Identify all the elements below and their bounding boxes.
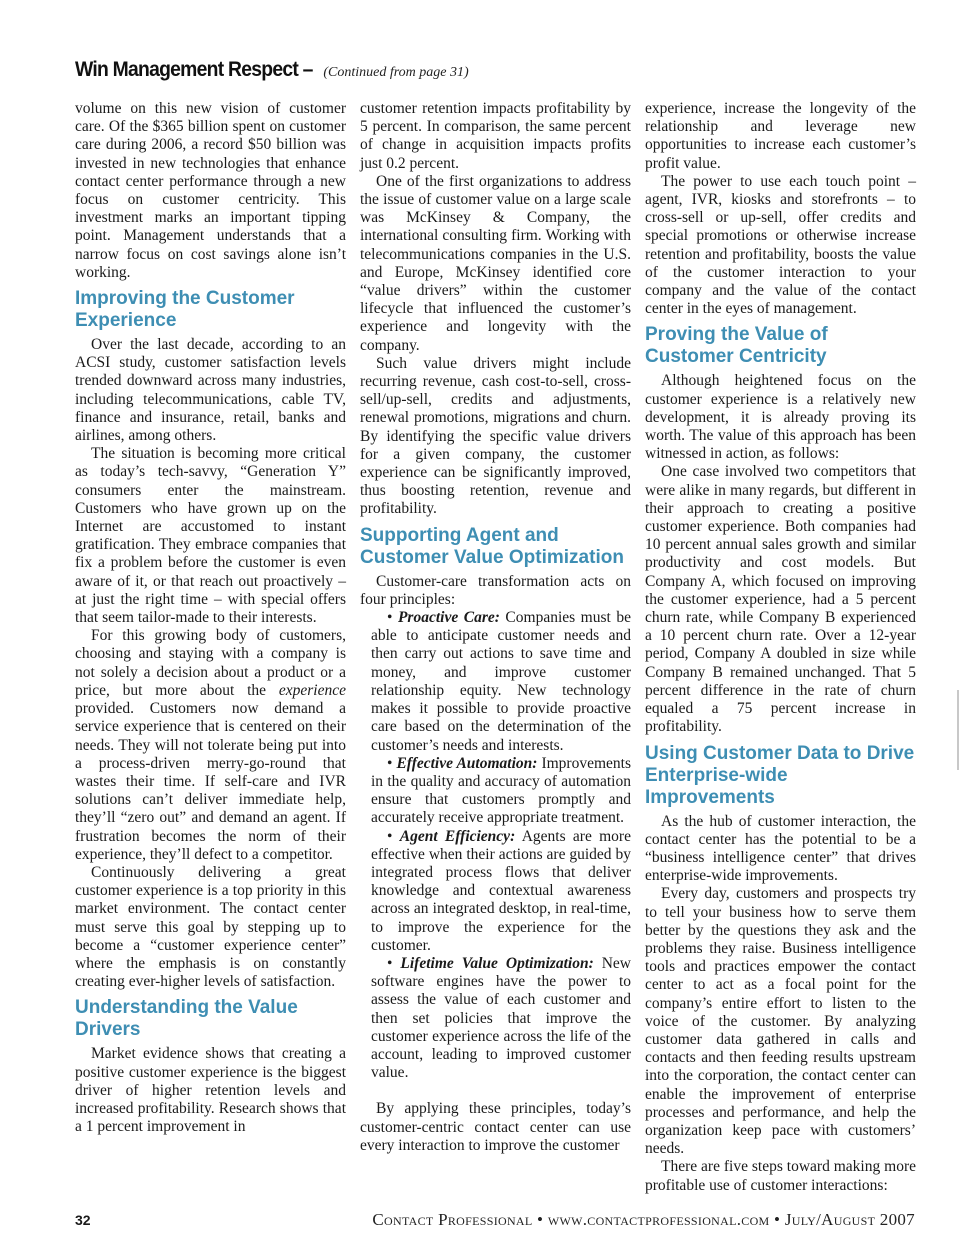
page-edge-divider (957, 690, 959, 770)
paragraph: The situation is becoming more critical as today’s tech-savvy, “Generation Y” consumers enter the mainstream. Customers who have grown up on the Internet are accustomed to instant gratification. They embrace companies that fix a problem before the customer is even aware of it, or that reach out proactively – at just the right time – with special offers that seem tailor-made to their interests. (75, 445, 346, 627)
paragraph: As the hub of customer interaction, the contact center has the potential to be a “business intelligence center” that drives enterprise-wide improvements. (645, 812, 916, 885)
bullet-text: New software engines have the power to assess the value of each customer and then set policies that improve the customer experience across the life of the account, leading to improved customer value. (371, 954, 632, 1082)
bullet-item: • Proactive Care: Companies must be able to anticipate customer needs and then carry out actions to save time and money, and improve customer relationship equity. New technology makes it possible to provide proactive care based on the determination of the customer’s needs and interests. (371, 609, 631, 754)
bullet-text: Agents are more effective when their actions are guided by integrated process flows that deliver knowledge and contextual awareness across an integrated desktop, in real-time, to improve the experience for the customer. (371, 827, 631, 954)
paragraph: volume on this new vision of customer care. Of the $365 billion spent on customer care during 2006, a record $50 billion was invested in new technologies that enhance contact center performance through a new focus on customer centricity. This investment marks an important tipping point. Management understands that a narrow focus on cost savings alone isn’t working. (75, 100, 346, 281)
paragraph: customer retention impacts profitability by 5 percent. In comparison, the same percent of change in acquisition impacts profits just 0.2 percent. (360, 100, 631, 172)
section-heading: Using Customer Data to Drive Enterprise-wide Improvements (645, 742, 915, 808)
section-heading: Understanding the Value Drivers (75, 997, 298, 1041)
column-3 (645, 100, 916, 1194)
paragraph (75, 627, 346, 864)
section-heading: Supporting Agent and Customer Value Optimization (360, 524, 624, 568)
page-header (75, 58, 925, 88)
paragraph: Over the last decade, according to an ACSI study, customer satisfaction levels trended downward across many industries, including telecommunications, cable TV, finance and insurance, retail, banks and airlines, among others. (75, 336, 346, 445)
bullet-item: • Agent Efficiency: Agents are more effective when their actions are guided by integrated process flows that deliver knowledge and contextual awareness across an integrated desktop, in real-time, to improve the experience for the customer. (371, 827, 631, 954)
continued-note: (Continued from page 31) (323, 65, 469, 80)
bullet-lead: Effective Automation: (396, 754, 538, 772)
paragraph: experience, increase the longevity of the relationship and leverage new opportunities to increase each customer’s profit value. (645, 100, 916, 172)
bullet-text: Improvements in the quality and accuracy of automation ensure that customers promptly and accurately receive appropriate treatment. (371, 754, 632, 827)
paragraph: Such value drivers might include recurring revenue, cash cost-to-sell, cross-sell/up-sell, credits and adjustments, renewal promotions, migrations and churn. By identifying the specific value drivers for a given company, the customer experience can be significantly improved, thus boosting retention, revenue and profitability. (360, 354, 631, 518)
bullet-lead: Lifetime Value Optimization: (400, 954, 594, 972)
bullet-lead: Agent Efficiency: (399, 827, 516, 845)
paragraph: By applying these principles, today’s customer-centric contact center can use every interaction to improve the customer (360, 1100, 631, 1154)
bullet-lead: Proactive Care: (397, 609, 500, 627)
paragraph: Continuously delivering a great customer experience is a top priority in this market environment. The contact center must serve this goal by stepping up to become a “customer experience center” where the emphasis is on constantly creating ever-higher levels of satisfaction. (75, 863, 346, 991)
page-footer (75, 1210, 915, 1234)
paragraph: One of the first organizations to address the issue of customer value on a large scale was McKinsey & Company, the international consulting firm. Working with telecommunications companies in the U.S. and Europe, McKinsey identified core “value drivers” within the customer lifecycle that influenced the customer’s experience and longevity with the company. (360, 172, 631, 354)
section-heading: Proving the Value of Customer Centricity (645, 324, 828, 368)
publication-line: Contact Professional • www.contactprofessional.com • July/August 2007 (372, 1210, 915, 1229)
spacer (360, 1082, 631, 1100)
text-run: provided. Customers now demand a service experience that is centered on their needs. They will not tolerate being put into a process-driven merry-go-round that wastes their time. If self-care and IVR solutions can’t deliver immediate help, they’ll “zero out” and demand an agent. If frustration becomes the norm of their experience, they’ll defect to a competitor. (75, 700, 346, 863)
paragraph: One case involved two competitors that were alike in many regards, but different in their approach to creating a positive customer experience. Both companies had 10 percent annual sales growth and similar productivity and cost models. But Company A, which focused on improving the customer experience, had a 5 percent churn rate, while Company B experienced a 10 percent churn rate. Over a 12-year period, Company A doubled in size while Company B remained unchanged. That 5 percent difference in the rate of churn equaled a 75 percent increase in profitability. (645, 463, 916, 736)
bullet-text: Companies must be able to anticipate customer needs and then carry out actions to save time and money, and improve customer relationship equity. New technology makes it possible to provide proactive care based on the determination of the customer’s needs and interests. (371, 609, 631, 754)
column-1 (75, 100, 346, 1185)
paragraph: Customer-care transformation acts on four principles: (360, 572, 631, 608)
article-title: Win Management Respect – (75, 58, 313, 81)
section-heading: Improving the Customer Experience (75, 288, 295, 332)
paragraph: There are five steps toward making more profitable use of customer interactions: (645, 1158, 916, 1194)
paragraph: Although heightened focus on the customer experience is a relatively new development, it is already proving its worth. The value of this approach has been witnessed in action, as follows: (645, 372, 916, 463)
column-2 (360, 100, 631, 1185)
paragraph: Market evidence shows that creating a positive customer experience is the biggest driver of higher retention levels and increased profitability. Research shows that a 1 percent improvement in (75, 1045, 346, 1136)
paragraph: Every day, customers and prospects try to tell your business how to serve them better by the questions they ask and the problems they raise. Business intelligence tools and practices empower the contact center to act as a focal point for the company’s entire effort to listen to the voice of the customer. By analyzing customer data gathered in calls and contacts and then feeding results upstream into the corporation, the contact center can enable the improvement of enterprise processes and performance, and help the organization keep pace with customers’ needs. (645, 885, 916, 1158)
bullet-item: • Effective Automation: Improvements in the quality and accuracy of automation ensure that customers promptly and accurately receive appropriate treatment. (371, 754, 632, 827)
bullet-item: • Lifetime Value Optimization: New software engines have the power to assess the value of each customer and then set policies that improve the customer experience across the life of the account, leading to improved customer value. (371, 954, 632, 1082)
page-number: 32 (75, 1212, 91, 1228)
emphasis-text: experience (278, 681, 346, 699)
paragraph: The power to use each touch point – agent, IVR, kiosks and storefronts – to cross-sell or up-sell, offer credits and special promotions or otherwise increase retention and profitability, boosts the value of the customer interaction to your company and the value of the contact center in the eyes of management. (645, 172, 916, 318)
text-run: For this growing body of customers, choosing and staying with a company is not solely a decision about a product or a price, but more about the (75, 627, 346, 699)
